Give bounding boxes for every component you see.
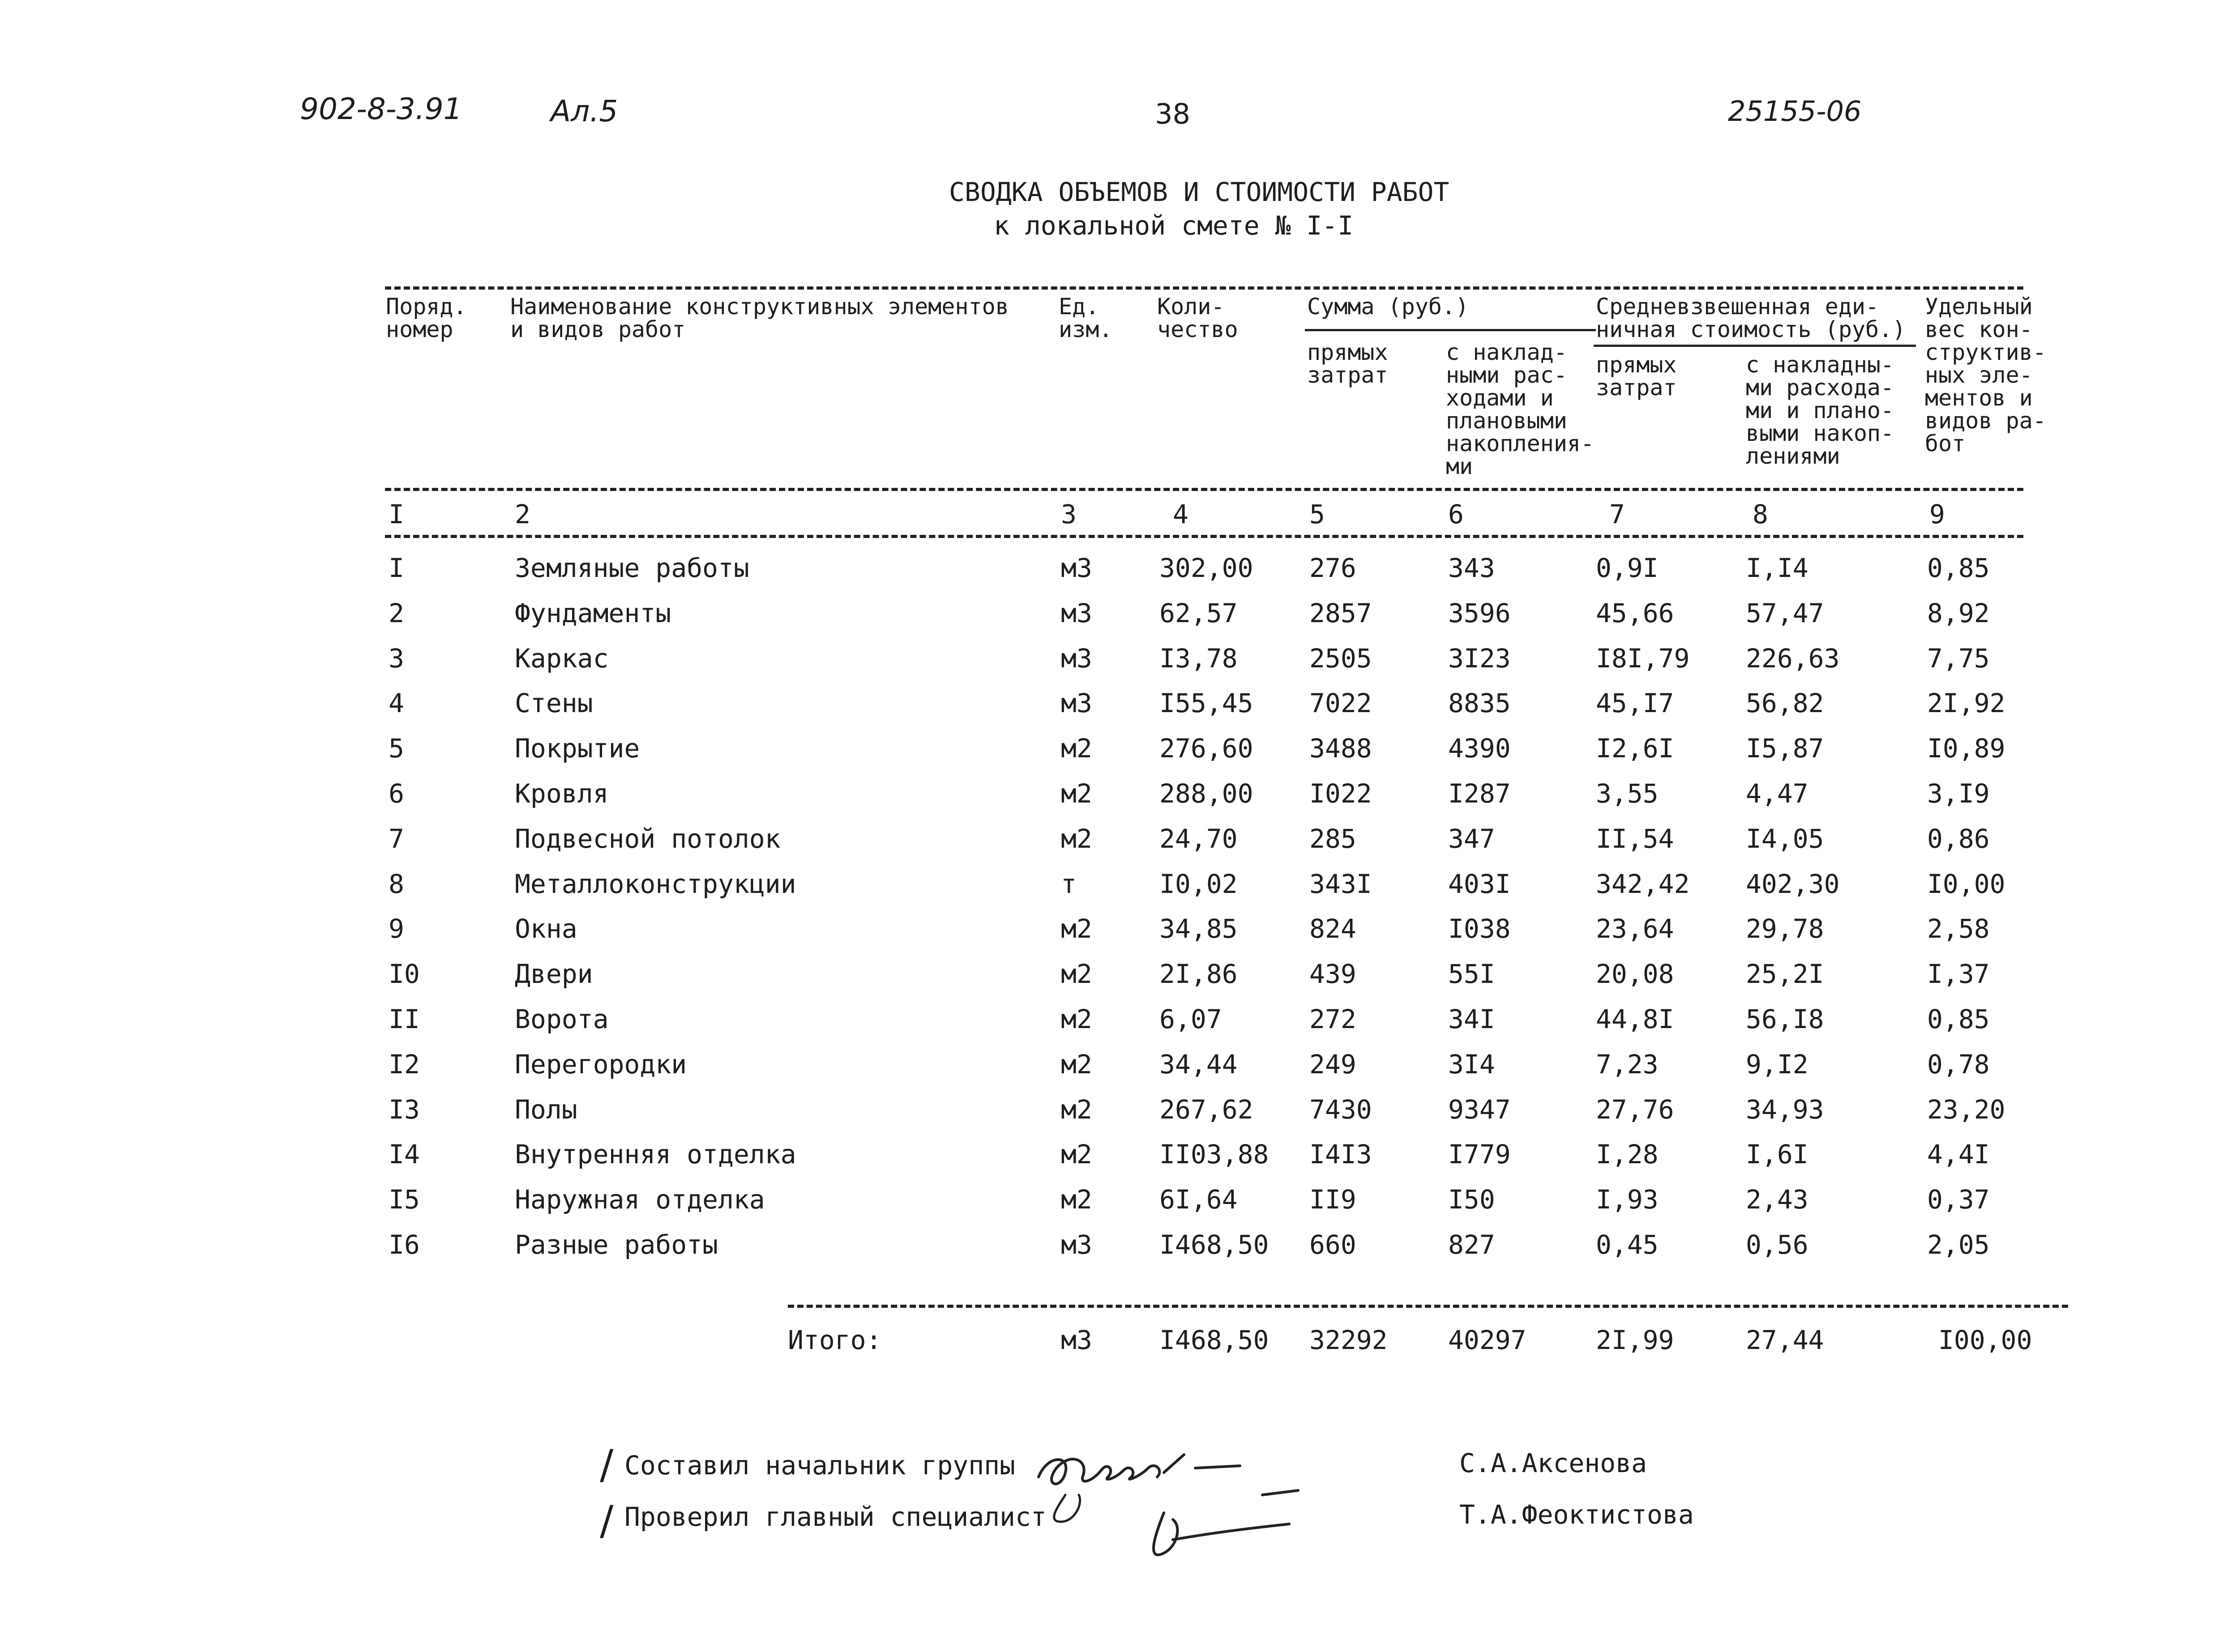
row-number: 2: [389, 598, 404, 628]
sum-overhead: 8835: [1448, 688, 1511, 718]
sum-overhead: 3I23: [1448, 643, 1511, 674]
header-top-rule: [385, 286, 2023, 290]
unit: м2: [1061, 778, 1092, 809]
column-number: 6: [1448, 499, 1464, 529]
avg-direct: 0,45: [1596, 1229, 1659, 1260]
total-avg-overhead: 27,44: [1746, 1325, 1824, 1355]
sum-direct: 2505: [1309, 643, 1372, 674]
sum-direct: I022: [1309, 778, 1372, 809]
quantity: 6I,64: [1159, 1184, 1238, 1215]
quantity: 2I,86: [1159, 959, 1238, 989]
avg-direct: I2,6I: [1596, 733, 1674, 764]
sum-overhead: 34I: [1448, 1004, 1495, 1034]
column-number: 4: [1173, 499, 1188, 529]
sum-direct: I4I3: [1309, 1139, 1372, 1170]
quantity: II03,88: [1159, 1139, 1269, 1170]
page-title: СВОДКА ОБЪЕМОВ И СТОИМОСТИ РАБОТ: [949, 177, 1449, 207]
total-avg-direct: 2I,99: [1596, 1325, 1674, 1355]
row-number: I: [389, 553, 404, 583]
unit: м2: [1061, 733, 1092, 764]
col-header-avg-cost: Средневзвешенная еди- ничная стоимость (руб.): [1596, 294, 1906, 342]
unit: м2: [1061, 824, 1092, 854]
unit: м3: [1061, 598, 1092, 628]
avg-overhead: 25,2I: [1746, 959, 1824, 989]
work-name: Металлоконструкции: [515, 869, 796, 899]
row-number: I6: [389, 1229, 420, 1260]
table-row: [0, 869, 2223, 909]
weight: 8,92: [1927, 598, 1990, 628]
row-number: I2: [389, 1049, 420, 1080]
unit: м3: [1061, 553, 1092, 583]
weight: 0,86: [1927, 824, 1990, 854]
table-row: [0, 1004, 2223, 1044]
avg-overhead: 56,I8: [1746, 1004, 1824, 1034]
margin-slash-mark: /: [600, 1441, 614, 1488]
sum-overhead: 347: [1448, 824, 1495, 854]
col-header-name: Наименование конструктивных элементов и видов работ: [510, 294, 1009, 342]
col-header-sum-overhead: с наклад- ными рас- ходами и плановыми накопления- ми: [1446, 339, 1595, 479]
unit: м2: [1061, 959, 1092, 989]
unit: м2: [1061, 1049, 1092, 1080]
work-name: Подвесной потолок: [515, 824, 781, 854]
unit: м2: [1061, 1139, 1092, 1170]
avg-overhead: 29,78: [1746, 914, 1824, 944]
sum-direct: 7022: [1309, 688, 1372, 718]
work-name: Полы: [515, 1094, 577, 1125]
work-name: Перегородки: [515, 1049, 687, 1080]
sum-overhead: 4390: [1448, 733, 1511, 764]
row-number: I4: [389, 1139, 420, 1170]
total-row: [0, 1325, 2223, 1365]
avg-overhead: 226,63: [1746, 643, 1840, 674]
weight: 2,58: [1927, 914, 1990, 944]
table-row: [0, 778, 2223, 819]
sum-overhead: 403I: [1448, 869, 1511, 899]
unit: м2: [1061, 1184, 1092, 1215]
col-header-unit: Ед. изм.: [1059, 294, 1113, 342]
quantity: 302,00: [1159, 553, 1253, 583]
work-name: Окна: [515, 914, 577, 944]
column-number: 2: [515, 499, 530, 529]
weight: 4,4I: [1927, 1139, 1990, 1170]
sum-direct: 2857: [1309, 598, 1372, 628]
work-name: Кровля: [515, 778, 609, 809]
table-row: [0, 1139, 2223, 1179]
weight: 23,20: [1927, 1094, 2005, 1125]
table-row: [0, 1184, 2223, 1225]
total-sum-direct: 32292: [1309, 1325, 1388, 1355]
work-name: Наружная отделка: [515, 1184, 765, 1215]
avg-overhead: 402,30: [1746, 869, 1840, 899]
work-name: Двери: [515, 959, 593, 989]
unit: м3: [1061, 1229, 1092, 1260]
weight: 0,78: [1927, 1049, 1990, 1080]
unit: т: [1061, 869, 1077, 899]
margin-slash-mark: /: [600, 1497, 614, 1544]
col-header-avg-direct: прямых затрат: [1596, 352, 1677, 401]
avg-overhead: 2,43: [1746, 1184, 1808, 1215]
col-header-sum-direct: прямых затрат: [1307, 339, 1388, 388]
avg-direct: 23,64: [1596, 914, 1674, 944]
quantity: 6,07: [1159, 1004, 1222, 1034]
sum-overhead: 3596: [1448, 598, 1511, 628]
column-number: 9: [1929, 499, 1945, 529]
table-row: [0, 824, 2223, 864]
sum-overhead: 9347: [1448, 1094, 1511, 1125]
avg-overhead: I,I4: [1746, 553, 1808, 583]
avg-direct: 3,55: [1596, 778, 1659, 809]
avg-direct: 342,42: [1596, 869, 1690, 899]
row-number: II: [389, 1004, 420, 1034]
col-header-number: Поряд. номер: [386, 294, 467, 342]
sum-overhead: I287: [1448, 778, 1511, 809]
table-row: [0, 1229, 2223, 1270]
col-header-weight: Удельный вес кон- структив- ных эле- ментов и видов ра- бот: [1925, 294, 2046, 457]
quantity: I3,78: [1159, 643, 1238, 674]
document-code: 902-8-3.91: [300, 92, 462, 126]
weight: 0,85: [1927, 553, 1990, 583]
weight: 2I,92: [1927, 688, 2005, 718]
unit: м2: [1061, 1004, 1092, 1034]
row-number: I5: [389, 1184, 420, 1215]
avg-overhead: 0,56: [1746, 1229, 1808, 1260]
avg-direct: 45,I7: [1596, 688, 1674, 718]
compiled-by-label: Составил начальник группы: [624, 1450, 1015, 1481]
sum-direct: 272: [1309, 1004, 1356, 1034]
row-number: 8: [389, 869, 404, 899]
avg-direct: I8I,79: [1596, 643, 1690, 674]
work-name: Фундаменты: [515, 598, 671, 628]
quantity: I55,45: [1159, 688, 1253, 718]
column-number: 3: [1061, 499, 1077, 529]
table-row: [0, 598, 2223, 638]
quantity: I468,50: [1159, 1229, 1269, 1260]
total-label: Итого:: [788, 1325, 882, 1355]
weight: 0,37: [1927, 1184, 1990, 1215]
weight: I0,00: [1927, 869, 2005, 899]
sum-direct: 276: [1309, 553, 1356, 583]
avg-direct: II,54: [1596, 824, 1674, 854]
quantity: 34,44: [1159, 1049, 1238, 1080]
sum-overhead: I038: [1448, 914, 1511, 944]
work-name: Ворота: [515, 1004, 609, 1034]
unit: м3: [1061, 643, 1092, 674]
total-sum-overhead: 40297: [1448, 1325, 1526, 1355]
table-row: [0, 733, 2223, 773]
row-number: 4: [389, 688, 404, 718]
row-number: 6: [389, 778, 404, 809]
col-header-avg-overhead: с накладны- ми расхода- ми и плано- выми накоп- лениями: [1746, 352, 1894, 469]
sum-direct: 285: [1309, 824, 1356, 854]
work-name: Внутренняя отделка: [515, 1139, 796, 1170]
sum-direct: 824: [1309, 914, 1356, 944]
sum-overhead: I50: [1448, 1184, 1495, 1215]
avg-overhead: I,6I: [1746, 1139, 1808, 1170]
project-number: 25155-06: [1728, 95, 1862, 128]
sum-overhead: I779: [1448, 1139, 1511, 1170]
avg-underline: [1594, 345, 1916, 347]
column-number: I: [389, 499, 404, 529]
row-number: 5: [389, 733, 404, 764]
avg-direct: 45,66: [1596, 598, 1674, 628]
column-number: 5: [1309, 499, 1325, 529]
work-name: Стены: [515, 688, 593, 718]
checked-by-name: Т.А.Феоктистова: [1459, 1499, 1694, 1530]
sum-direct: 3488: [1309, 733, 1372, 764]
table-row: [0, 959, 2223, 999]
quantity: 267,62: [1159, 1094, 1253, 1125]
table-row: [0, 914, 2223, 954]
col-header-quantity: Коли- чество: [1157, 294, 1238, 342]
avg-overhead: 57,47: [1746, 598, 1824, 628]
album-number: Ал.5: [551, 94, 618, 128]
row-number: I3: [389, 1094, 420, 1125]
quantity: 62,57: [1159, 598, 1238, 628]
quantity: 24,70: [1159, 824, 1238, 854]
avg-direct: I,28: [1596, 1139, 1659, 1170]
unit: м2: [1061, 914, 1092, 944]
weight: 2,05: [1927, 1229, 1990, 1260]
unit: м3: [1061, 688, 1092, 718]
header-bottom-rule: [385, 488, 2023, 491]
column-number: 7: [1609, 499, 1625, 529]
sum-underline: [1305, 329, 1596, 331]
col-header-sum: Сумма (руб.): [1307, 294, 1469, 320]
quantity: I0,02: [1159, 869, 1238, 899]
avg-direct: I,93: [1596, 1184, 1659, 1215]
weight: I0,89: [1927, 733, 2005, 764]
avg-direct: 0,9I: [1596, 553, 1659, 583]
sum-direct: II9: [1309, 1184, 1356, 1215]
avg-overhead: I4,05: [1746, 824, 1824, 854]
total-unit: м3: [1061, 1325, 1092, 1355]
sum-overhead: 3I4: [1448, 1049, 1495, 1080]
quantity: 288,00: [1159, 778, 1253, 809]
avg-overhead: 34,93: [1746, 1094, 1824, 1125]
total-quantity: I468,50: [1159, 1325, 1269, 1355]
total-rule: [788, 1305, 2068, 1308]
checked-by-label: Проверил главный специалист: [624, 1502, 1047, 1532]
avg-overhead: 56,82: [1746, 688, 1824, 718]
avg-direct: 27,76: [1596, 1094, 1674, 1125]
weight: I,37: [1927, 959, 1990, 989]
weight: 0,85: [1927, 1004, 1990, 1034]
quantity: 276,60: [1159, 733, 1253, 764]
avg-direct: 44,8I: [1596, 1004, 1674, 1034]
sum-direct: 439: [1309, 959, 1356, 989]
row-number: I0: [389, 959, 420, 989]
avg-overhead: 4,47: [1746, 778, 1808, 809]
compiled-by-name: С.А.Аксенова: [1459, 1448, 1647, 1478]
page-subtitle: к локальной смете № I-I: [994, 210, 1354, 241]
sum-direct: 7430: [1309, 1094, 1372, 1125]
quantity: 34,85: [1159, 914, 1238, 944]
sum-direct: 249: [1309, 1049, 1356, 1080]
avg-overhead: 9,I2: [1746, 1049, 1808, 1080]
work-name: Земляные работы: [515, 553, 749, 583]
signature-image: [1030, 1428, 1316, 1571]
sum-overhead: 827: [1448, 1229, 1495, 1260]
column-numbers-rule: [385, 535, 2023, 538]
work-name: Каркас: [515, 643, 609, 674]
work-name: Разные работы: [515, 1229, 718, 1260]
table-row: [0, 688, 2223, 728]
row-number: 3: [389, 643, 404, 674]
sum-direct: 343I: [1309, 869, 1372, 899]
page-number: 38: [1155, 98, 1190, 130]
table-row: [0, 1094, 2223, 1135]
avg-overhead: I5,87: [1746, 733, 1824, 764]
sum-overhead: 55I: [1448, 959, 1495, 989]
work-name: Покрытие: [515, 733, 640, 764]
unit: м2: [1061, 1094, 1092, 1125]
row-number: 7: [389, 824, 404, 854]
avg-direct: 7,23: [1596, 1049, 1659, 1080]
table-row: [0, 553, 2223, 593]
sum-overhead: 343: [1448, 553, 1495, 583]
column-number: 8: [1753, 499, 1768, 529]
total-weight: I00,00: [1938, 1325, 2032, 1355]
avg-direct: 20,08: [1596, 959, 1674, 989]
table-row: [0, 643, 2223, 683]
table-row: [0, 1049, 2223, 1089]
weight: 3,I9: [1927, 778, 1990, 809]
row-number: 9: [389, 914, 404, 944]
sum-direct: 660: [1309, 1229, 1356, 1260]
weight: 7,75: [1927, 643, 1990, 674]
